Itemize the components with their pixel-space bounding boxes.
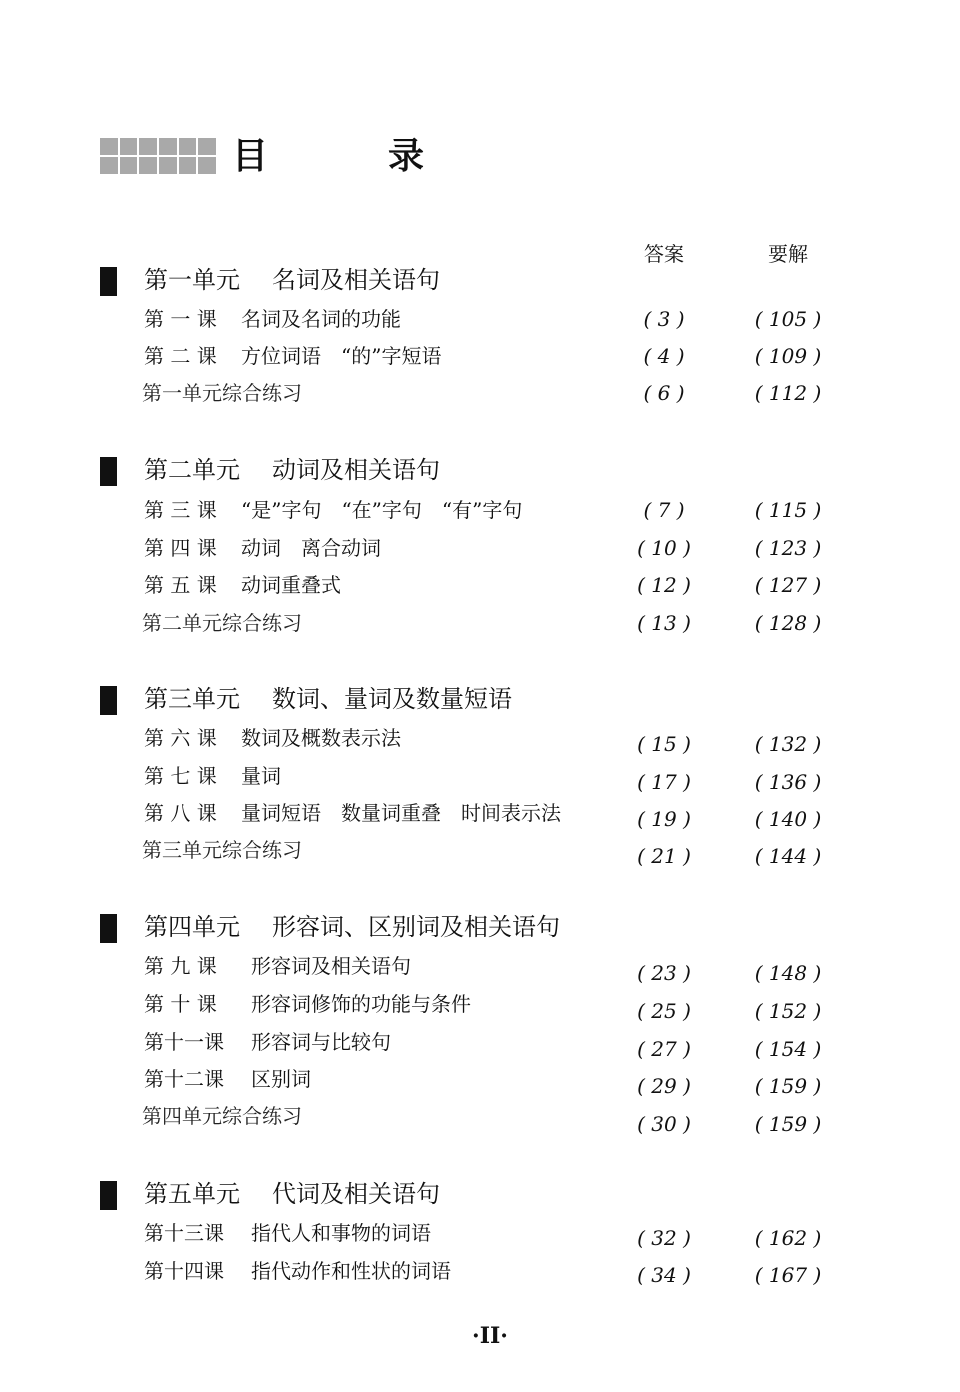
analysis-page: ( 154 ) xyxy=(754,1037,822,1061)
unit-name: 动词及相关语句 xyxy=(272,456,440,484)
lesson-topic: 量词短语 数量词重叠 时间表示法 xyxy=(241,801,561,825)
unit-number: 第三单元 xyxy=(144,685,240,713)
column-header-answers: 答案 xyxy=(644,242,684,266)
unit-heading[interactable] xyxy=(144,264,440,296)
answers-page: ( 15 ) xyxy=(637,732,691,756)
answers-page: ( 23 ) xyxy=(637,961,691,985)
lesson-number: 第 七 课 xyxy=(144,764,217,788)
analysis-page: ( 159 ) xyxy=(754,1112,822,1136)
analysis-page: ( 127 ) xyxy=(754,573,822,597)
toc-row-review[interactable] xyxy=(0,1101,960,1136)
unit-marker-icon xyxy=(100,686,117,715)
lesson-topic: 指代动作和性状的词语 xyxy=(251,1259,451,1283)
toc-row[interactable] xyxy=(0,798,960,830)
answers-page: ( 7 ) xyxy=(643,498,685,522)
lesson-topic: 名词及名词的功能 xyxy=(241,307,401,331)
lesson-number: 第 一 课 xyxy=(144,307,217,331)
answers-page: ( 17 ) xyxy=(637,770,691,794)
answers-page: ( 21 ) xyxy=(637,844,691,868)
toc-row[interactable] xyxy=(0,989,960,1021)
unit-number: 第五单元 xyxy=(144,1180,240,1208)
lesson-topic: 动词 离合动词 xyxy=(241,536,381,560)
lesson-number: 第 三 课 xyxy=(144,498,217,522)
analysis-page: ( 105 ) xyxy=(754,307,822,331)
page-title: 目 录 xyxy=(232,135,467,177)
unit-marker-icon xyxy=(100,457,117,486)
unit-marker-icon xyxy=(100,1181,117,1210)
answers-page: ( 3 ) xyxy=(643,307,685,331)
toc-row[interactable] xyxy=(0,1256,960,1288)
toc-row[interactable] xyxy=(0,570,960,602)
answers-page: ( 27 ) xyxy=(637,1037,691,1061)
analysis-page: ( 167 ) xyxy=(754,1263,822,1287)
toc-row-review[interactable] xyxy=(0,835,960,867)
toc-row-review[interactable] xyxy=(0,378,960,410)
unit-name: 数词、量词及数量短语 xyxy=(272,685,512,713)
lesson-topic: 形容词及相关语句 xyxy=(251,954,411,978)
page-number: ·II· xyxy=(472,1323,508,1349)
unit-name: 名词及相关语句 xyxy=(272,266,440,294)
unit-name: 代词及相关语句 xyxy=(272,1180,440,1208)
answers-page: ( 10 ) xyxy=(637,536,691,560)
answers-page: ( 4 ) xyxy=(643,344,685,368)
unit-heading[interactable] xyxy=(144,454,440,486)
lesson-number: 第 四 课 xyxy=(144,536,217,560)
toc-row[interactable] xyxy=(0,1218,960,1250)
unit-name: 形容词、区别词及相关语句 xyxy=(272,913,560,941)
analysis-page: ( 132 ) xyxy=(754,732,822,756)
lesson-topic: “是”字句 “在”字句 “有”字句 xyxy=(241,498,523,522)
answers-page: ( 34 ) xyxy=(637,1263,691,1287)
toc-row[interactable] xyxy=(0,951,960,983)
answers-page: ( 30 ) xyxy=(637,1112,691,1136)
lesson-topic: 形容词修饰的功能与条件 xyxy=(251,992,471,1016)
lesson-number: 第 六 课 xyxy=(144,726,217,750)
unit-number: 第二单元 xyxy=(144,456,240,484)
answers-page: ( 19 ) xyxy=(637,807,691,831)
answers-page: ( 13 ) xyxy=(637,611,691,635)
answers-page: ( 6 ) xyxy=(643,381,685,405)
column-header-analysis: 要解 xyxy=(768,242,808,266)
analysis-page: ( 140 ) xyxy=(754,807,822,831)
lesson-number: 第十四课 xyxy=(144,1259,224,1283)
unit-marker-icon xyxy=(100,267,117,296)
analysis-page: ( 112 ) xyxy=(754,381,822,405)
unit-heading[interactable] xyxy=(144,911,560,943)
toc-row[interactable] xyxy=(0,304,960,336)
toc-row[interactable] xyxy=(0,341,960,373)
analysis-page: ( 152 ) xyxy=(754,999,822,1023)
lesson-topic: 指代人和事物的词语 xyxy=(251,1221,431,1245)
lesson-number: 第 九 课 xyxy=(144,954,217,978)
analysis-page: ( 115 ) xyxy=(754,498,822,522)
lesson-number: 第十三课 xyxy=(144,1221,224,1245)
review-label: 第四单元综合练习 xyxy=(142,1104,302,1128)
answers-page: ( 32 ) xyxy=(637,1226,691,1250)
lesson-number: 第 八 课 xyxy=(144,801,217,825)
analysis-page: ( 148 ) xyxy=(754,961,822,985)
review-label: 第二单元综合练习 xyxy=(142,611,302,635)
unit-marker-icon xyxy=(100,914,117,943)
lesson-topic: 形容词与比较句 xyxy=(251,1030,391,1054)
lesson-number: 第 二 课 xyxy=(144,344,217,368)
toc-row[interactable] xyxy=(0,723,960,755)
lesson-topic: 区别词 xyxy=(251,1067,311,1091)
lesson-number: 第十二课 xyxy=(144,1067,224,1091)
answers-page: ( 12 ) xyxy=(637,573,691,597)
lesson-topic: 数词及概数表示法 xyxy=(241,726,401,750)
lesson-topic: 动词重叠式 xyxy=(241,573,341,597)
analysis-page: ( 123 ) xyxy=(754,536,822,560)
review-label: 第一单元综合练习 xyxy=(142,381,302,405)
analysis-page: ( 128 ) xyxy=(754,611,822,635)
analysis-page: ( 109 ) xyxy=(754,344,822,368)
unit-heading[interactable] xyxy=(144,683,512,715)
toc-row[interactable] xyxy=(0,495,960,527)
unit-number: 第一单元 xyxy=(144,266,240,294)
toc-row[interactable] xyxy=(0,1027,960,1059)
lesson-number: 第 五 课 xyxy=(144,573,217,597)
answers-page: ( 29 ) xyxy=(637,1074,691,1098)
toc-row[interactable] xyxy=(0,533,960,565)
unit-heading[interactable] xyxy=(144,1178,440,1210)
title-decoration xyxy=(100,138,216,174)
analysis-page: ( 144 ) xyxy=(754,844,822,868)
lesson-topic: 方位词语 “的”字短语 xyxy=(241,344,442,368)
lesson-number: 第十一课 xyxy=(144,1030,224,1054)
analysis-page: ( 159 ) xyxy=(754,1074,822,1098)
lesson-number: 第 十 课 xyxy=(144,992,217,1016)
lesson-topic: 量词 xyxy=(241,764,281,788)
review-label: 第三单元综合练习 xyxy=(142,838,302,862)
toc-row[interactable] xyxy=(0,1064,960,1096)
analysis-page: ( 162 ) xyxy=(754,1226,822,1250)
toc-row-review[interactable] xyxy=(0,608,960,640)
unit-number: 第四单元 xyxy=(144,913,240,941)
answers-page: ( 25 ) xyxy=(637,999,691,1023)
toc-row[interactable] xyxy=(0,761,960,793)
analysis-page: ( 136 ) xyxy=(754,770,822,794)
